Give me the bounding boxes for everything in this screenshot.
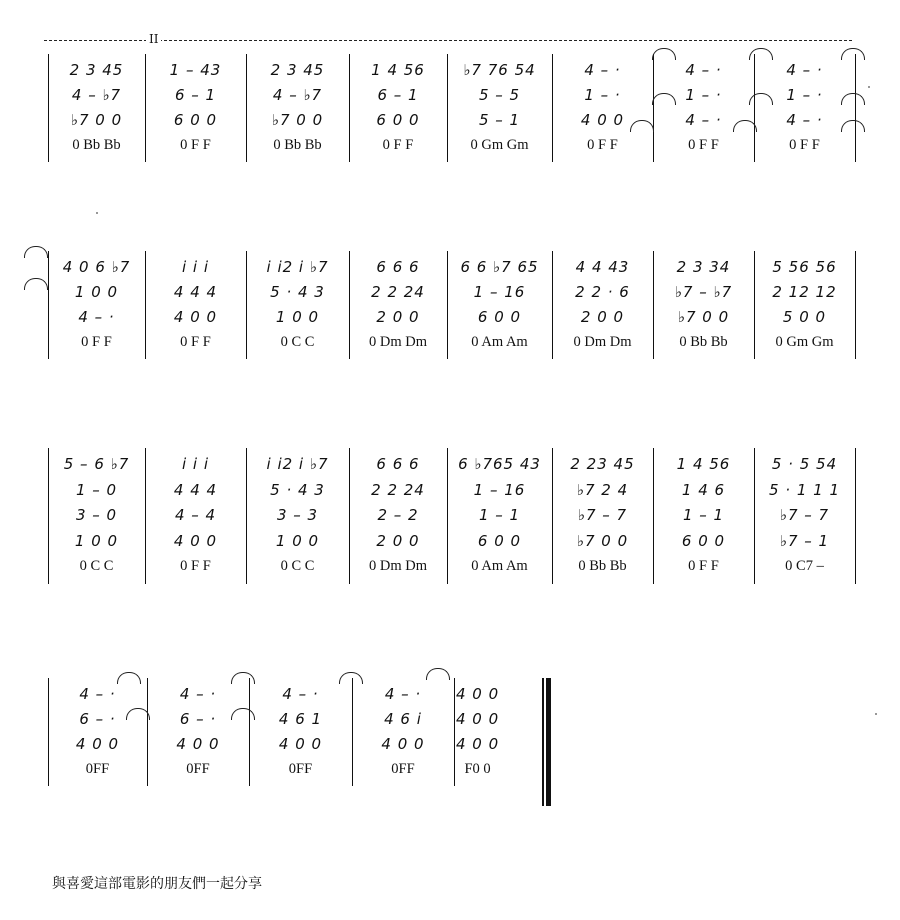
note-group: 6 – 1 [174, 86, 217, 104]
note-group: 4 0 0 [173, 308, 218, 326]
note-group: 5 · 4 3 [270, 480, 325, 499]
note-group: 6 6 6 [376, 258, 420, 276]
note-group: 2 2 24 [371, 283, 425, 301]
note-group: 6 0 0 [477, 531, 522, 550]
note-group: 1 0 0 [275, 531, 320, 550]
note-group: ♭7 0 0 [677, 308, 730, 326]
chord-symbol: 0 Am Am [471, 558, 528, 574]
chord-symbol: 0 Am Am [471, 334, 528, 350]
note-group: ♭7 2 4 [576, 480, 629, 499]
measure [756, 58, 853, 158]
chord-symbol: 0 Gm Gm [775, 334, 834, 350]
chord-symbol: 0 Gm Gm [470, 137, 529, 153]
chord-symbol: 0 C C [79, 558, 114, 574]
measure [449, 452, 550, 580]
note-group: 4 – · [78, 308, 115, 326]
measure [149, 682, 247, 782]
caption: 與喜愛這部電影的朋友們一起分享 [52, 876, 262, 892]
measure [354, 682, 452, 782]
note-group: 2 3 34 [676, 258, 731, 276]
note-group: ♭7 0 0 [271, 111, 324, 129]
note-group: 1 4 56 [676, 455, 731, 473]
note-group: ♭7 0 0 [70, 111, 123, 129]
chord-symbol: 0 F F [688, 137, 719, 153]
note-group: 1 – · [685, 86, 722, 104]
note-group: 4 0 0 [456, 710, 500, 728]
measure [756, 255, 853, 355]
note-group: 6 6 6 [376, 455, 420, 473]
tie-arc [339, 672, 363, 684]
note-group: ♭7 76 54 [463, 61, 536, 79]
chord-symbol: 0 F F [180, 558, 211, 574]
note-group: 2 – 2 [377, 506, 419, 524]
note-group: 6 0 0 [477, 308, 522, 326]
note-group: 1 0 0 [275, 308, 320, 326]
chord-symbol: 0 F F [587, 137, 618, 153]
note-group: i i2 i ♭7 [266, 455, 329, 473]
measure [554, 452, 651, 580]
note-group: 4 6 1 [278, 710, 323, 728]
measure [351, 452, 445, 580]
note-group: 6 – · [79, 710, 116, 728]
note-group: 4 – · [685, 61, 722, 79]
note-group: 2 3 45 [270, 61, 325, 79]
note-group: 4 0 0 [278, 735, 323, 753]
tie-arc [24, 278, 48, 290]
note-group: 4 0 6 ♭7 [62, 258, 131, 276]
note-group: 4 – 4 [174, 506, 217, 524]
measure [351, 58, 445, 158]
note-group: 5 56 56 [772, 258, 837, 276]
chord-symbol: 0 Dm Dm [573, 334, 632, 350]
note-group: 6 0 0 [173, 111, 218, 129]
measure [554, 255, 651, 355]
scan-speck [96, 212, 98, 214]
note-group: 6 – · [179, 710, 217, 728]
note-group: 6 0 0 [376, 111, 420, 129]
note-group: 5 · 1 1 1 [768, 480, 840, 499]
note-group: 4 6 i [384, 710, 422, 728]
note-group: i i i [181, 455, 210, 473]
scan-speck [868, 86, 870, 88]
note-group: 5 · 5 54 [771, 455, 838, 473]
note-group: 5 · 4 3 [270, 283, 325, 301]
note-group: ♭7 – ♭7 [674, 283, 733, 301]
chord-symbol: 0 Bb Bb [679, 334, 728, 350]
note-group: ♭7 – 7 [577, 506, 628, 524]
barline [855, 251, 856, 359]
tie-arc [426, 668, 450, 680]
note-group: 4 0 0 [580, 111, 625, 129]
chord-symbol: 0 F F [180, 334, 211, 350]
note-group: 4 – · [179, 685, 217, 703]
measure [655, 255, 752, 355]
note-group: 2 0 0 [376, 531, 420, 550]
chord-symbol: 0FF [391, 761, 415, 777]
tie-arc [749, 48, 773, 60]
note-group: 5 – 6 ♭7 [63, 455, 130, 473]
chord-symbol: 0 Bb Bb [72, 137, 121, 153]
note-group: 1 – 1 [682, 506, 725, 524]
measure [147, 452, 244, 580]
section-numeral: II [146, 32, 161, 46]
note-group: 2 0 0 [376, 308, 420, 326]
note-group: 4 – · [685, 111, 722, 129]
note-group: 6 0 0 [681, 531, 726, 550]
measure [248, 452, 347, 580]
note-group: 4 0 0 [176, 735, 220, 753]
measure [456, 682, 499, 782]
note-group: 4 – · [786, 111, 823, 129]
measure [248, 255, 347, 355]
note-group: 2 3 45 [69, 61, 124, 79]
note-group: 4 0 0 [75, 735, 120, 753]
note-group: 1 4 56 [371, 61, 425, 79]
final-barline-thick [546, 678, 551, 806]
measure [449, 58, 550, 158]
note-group: 4 4 43 [575, 258, 630, 276]
note-group: 1 4 6 [681, 480, 726, 499]
note-group: 6 ♭765 43 [458, 455, 541, 473]
note-group: 4 0 0 [381, 735, 425, 753]
chord-symbol: 0 F F [382, 137, 414, 153]
note-group: 4 4 4 [173, 480, 218, 499]
barline [855, 54, 856, 162]
measure [251, 682, 350, 782]
note-group: 1 – 16 [473, 283, 526, 301]
note-group: 1 – · [584, 86, 621, 104]
note-group: 4 – · [584, 61, 621, 79]
note-group: 2 12 12 [772, 283, 837, 301]
chord-symbol: 0 C C [280, 558, 315, 574]
note-group: ♭7 – 7 [779, 506, 830, 524]
chord-symbol: 0 F F [81, 334, 112, 350]
final-barline-thin [542, 678, 544, 806]
measure [756, 452, 853, 580]
note-group: 4 – ♭7 [71, 86, 122, 104]
measure [554, 58, 651, 158]
note-group: ♭7 – 1 [779, 531, 830, 550]
note-group: 1 0 0 [74, 531, 119, 550]
chord-symbol: 0FF [186, 761, 210, 777]
note-group: 1 0 0 [74, 283, 119, 301]
measure [655, 58, 752, 158]
note-group: ♭7 0 0 [576, 531, 629, 550]
scan-speck [875, 713, 877, 715]
barline [855, 448, 856, 584]
measure [248, 58, 347, 158]
note-group: 1 – 43 [169, 61, 222, 79]
note-group: 1 – · [786, 86, 823, 104]
note-group: 4 0 0 [456, 685, 500, 703]
measure [50, 255, 143, 355]
measure [449, 255, 550, 355]
tie-arc [652, 48, 676, 60]
chord-symbol: 0 F F [688, 558, 719, 574]
chord-symbol: 0 Dm Dm [369, 334, 427, 350]
chord-symbol: 0 C7 – [785, 558, 824, 574]
measure [50, 452, 143, 580]
chord-symbol: 0FF [85, 761, 110, 777]
tie-arc [841, 120, 865, 132]
note-group: i i i [181, 258, 210, 276]
note-group: 5 – 5 [478, 86, 521, 104]
chord-symbol: 0FF [288, 761, 313, 777]
note-group: 4 – · [786, 61, 823, 79]
note-group: 2 2 24 [371, 480, 425, 499]
note-group: 4 – · [384, 685, 422, 703]
tie-arc [24, 246, 48, 258]
note-group: 1 – 0 [75, 480, 118, 499]
chord-symbol: 0 Bb Bb [578, 558, 627, 574]
tie-arc [231, 672, 255, 684]
note-group: 6 6 ♭7 65 [460, 258, 539, 276]
chord-symbol: 0 Bb Bb [273, 137, 322, 153]
note-group: 6 – 1 [377, 86, 419, 104]
note-group: i i2 i ♭7 [266, 258, 329, 276]
measure [50, 682, 145, 782]
dashed-line [44, 40, 852, 41]
measure [655, 452, 752, 580]
chord-symbol: 0 F F [789, 137, 820, 153]
chord-symbol: 0 F F [180, 137, 211, 153]
note-group: 2 0 0 [580, 308, 625, 326]
chord-symbol: F0 0 [464, 761, 491, 777]
note-group: 2 2 · 6 [575, 283, 630, 301]
note-group: 4 – · [282, 685, 319, 703]
tie-arc [841, 48, 865, 60]
measure [147, 255, 244, 355]
note-group: 4 4 4 [173, 283, 218, 301]
note-group: 1 – 1 [478, 506, 521, 524]
measure [50, 58, 143, 158]
note-group: 5 0 0 [782, 308, 827, 326]
note-group: 4 0 0 [456, 735, 500, 753]
tie-arc [841, 93, 865, 105]
measure [351, 255, 445, 355]
chord-symbol: 0 Dm Dm [369, 558, 427, 574]
measure [147, 58, 244, 158]
note-group: 1 – 16 [473, 480, 526, 499]
note-group: 4 – · [79, 685, 116, 703]
note-group: 4 0 0 [173, 531, 218, 550]
note-group: 4 – ♭7 [272, 86, 323, 104]
note-group: 3 – 3 [276, 506, 319, 524]
chord-symbol: 0 C C [280, 334, 315, 350]
section-marker [44, 33, 852, 47]
note-group: 2 23 45 [570, 455, 635, 473]
note-group: 3 – 0 [75, 506, 118, 524]
note-group: 5 – 1 [478, 111, 521, 129]
tie-arc [117, 672, 141, 684]
